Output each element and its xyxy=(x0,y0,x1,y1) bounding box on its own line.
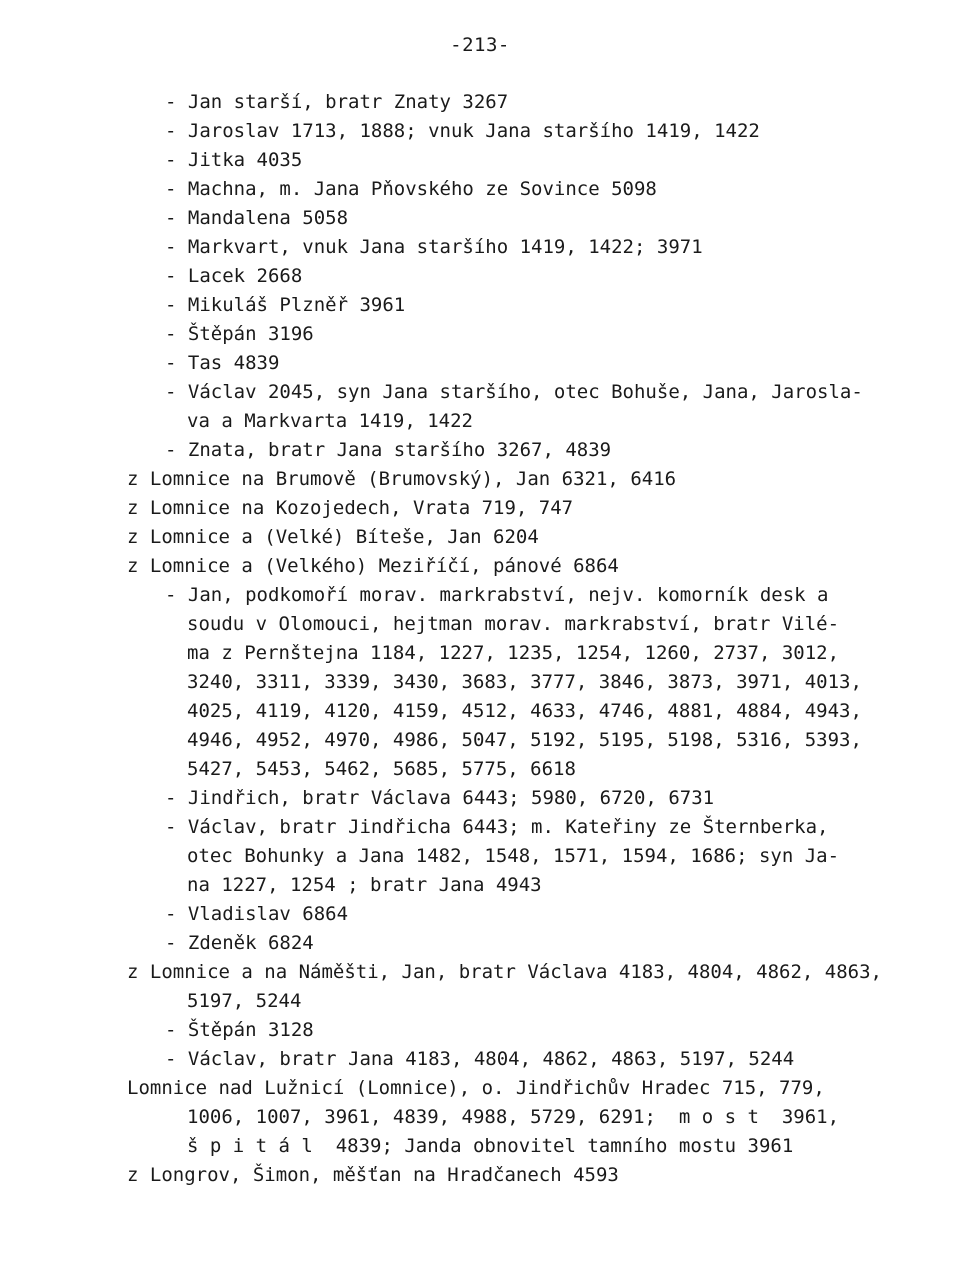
index-line: - Václav, bratr Jindřicha 6443; m. Kateřiny ze Šternberka, xyxy=(165,816,829,838)
index-line: Lomnice nad Lužnicí (Lomnice), o. Jindřichův Hradec 715, 779, xyxy=(127,1077,825,1099)
index-line: - Mikuláš Plzněř 3961 xyxy=(165,294,406,316)
index-line: - Vladislav 6864 xyxy=(165,903,349,925)
index-line: - Jindřich, bratr Václava 6443; 5980, 6720, 6731 xyxy=(165,787,715,809)
index-line: z Lomnice a (Velké) Bíteše, Jan 6204 xyxy=(127,526,539,548)
index-line: soudu v Olomouci, hejtman morav. markrabství, bratr Vilé- xyxy=(187,613,840,635)
index-line: - Jan starší, bratr Znaty 3267 xyxy=(165,91,509,113)
index-line: 5197, 5244 xyxy=(187,990,302,1012)
index-line: - Tas 4839 xyxy=(165,352,280,374)
index-entries xyxy=(0,88,960,1190)
index-line: 4946, 4952, 4970, 4986, 5047, 5192, 5195, 5198, 5316, 5393, xyxy=(187,729,862,751)
index-line: - Zdeněk 6824 xyxy=(165,932,314,954)
index-line: - Štěpán 3196 xyxy=(165,323,314,345)
index-line: 5427, 5453, 5462, 5685, 5775, 6618 xyxy=(187,758,576,780)
index-line: otec Bohunky a Jana 1482, 1548, 1571, 1594, 1686; syn Ja- xyxy=(187,845,840,867)
index-line: 3240, 3311, 3339, 3430, 3683, 3777, 3846, 3873, 3971, 4013, xyxy=(187,671,862,693)
index-line: - Václav, bratr Jana 4183, 4804, 4862, 4863, 5197, 5244 xyxy=(165,1048,795,1070)
index-line: - Václav 2045, syn Jana staršího, otec Bohuše, Jana, Jarosla- xyxy=(165,381,863,403)
index-line: z Lomnice na Kozojedech, Vrata 719, 747 xyxy=(127,497,574,519)
index-line: - Jitka 4035 xyxy=(165,149,303,171)
page-number: -213- xyxy=(450,34,510,56)
index-line: va a Markvarta 1419, 1422 xyxy=(187,410,473,432)
index-line: 4025, 4119, 4120, 4159, 4512, 4633, 4746, 4881, 4884, 4943, xyxy=(187,700,862,722)
index-line: - Machna, m. Jana Pňovského ze Sovince 5098 xyxy=(165,178,657,200)
index-line: š p i t á l 4839; Janda obnovitel tamního mostu 3961 xyxy=(187,1135,794,1157)
index-line: - Mandalena 5058 xyxy=(165,207,349,229)
index-line: 1006, 1007, 3961, 4839, 4988, 5729, 6291; m o s t 3961, xyxy=(187,1106,840,1128)
index-line: - Lacek 2668 xyxy=(165,265,303,287)
index-line: z Lomnice a na Náměšti, Jan, bratr Václava 4183, 4804, 4862, 4863, xyxy=(127,961,882,983)
index-line: na 1227, 1254 ; bratr Jana 4943 xyxy=(187,874,542,896)
index-line: z Lomnice a (Velkého) Meziříčí, pánové 6864 xyxy=(127,555,619,577)
index-line: - Markvart, vnuk Jana staršího 1419, 1422; 3971 xyxy=(165,236,703,258)
index-line: - Znata, bratr Jana staršího 3267, 4839 xyxy=(165,439,612,461)
index-line: - Štěpán 3128 xyxy=(165,1019,314,1041)
index-line: - Jan, podkomoří morav. markrabství, nejv. komorník desk a xyxy=(165,584,829,606)
index-line: z Lomnice na Brumově (Brumovský), Jan 6321, 6416 xyxy=(127,468,677,490)
index-line: - Jaroslav 1713, 1888; vnuk Jana staršího 1419, 1422 xyxy=(165,120,760,142)
index-line: ma z Pernštejna 1184, 1227, 1235, 1254, 1260, 2737, 3012, xyxy=(187,642,840,664)
index-line: z Longrov, Šimon, měšťan na Hradčanech 4593 xyxy=(127,1164,619,1186)
